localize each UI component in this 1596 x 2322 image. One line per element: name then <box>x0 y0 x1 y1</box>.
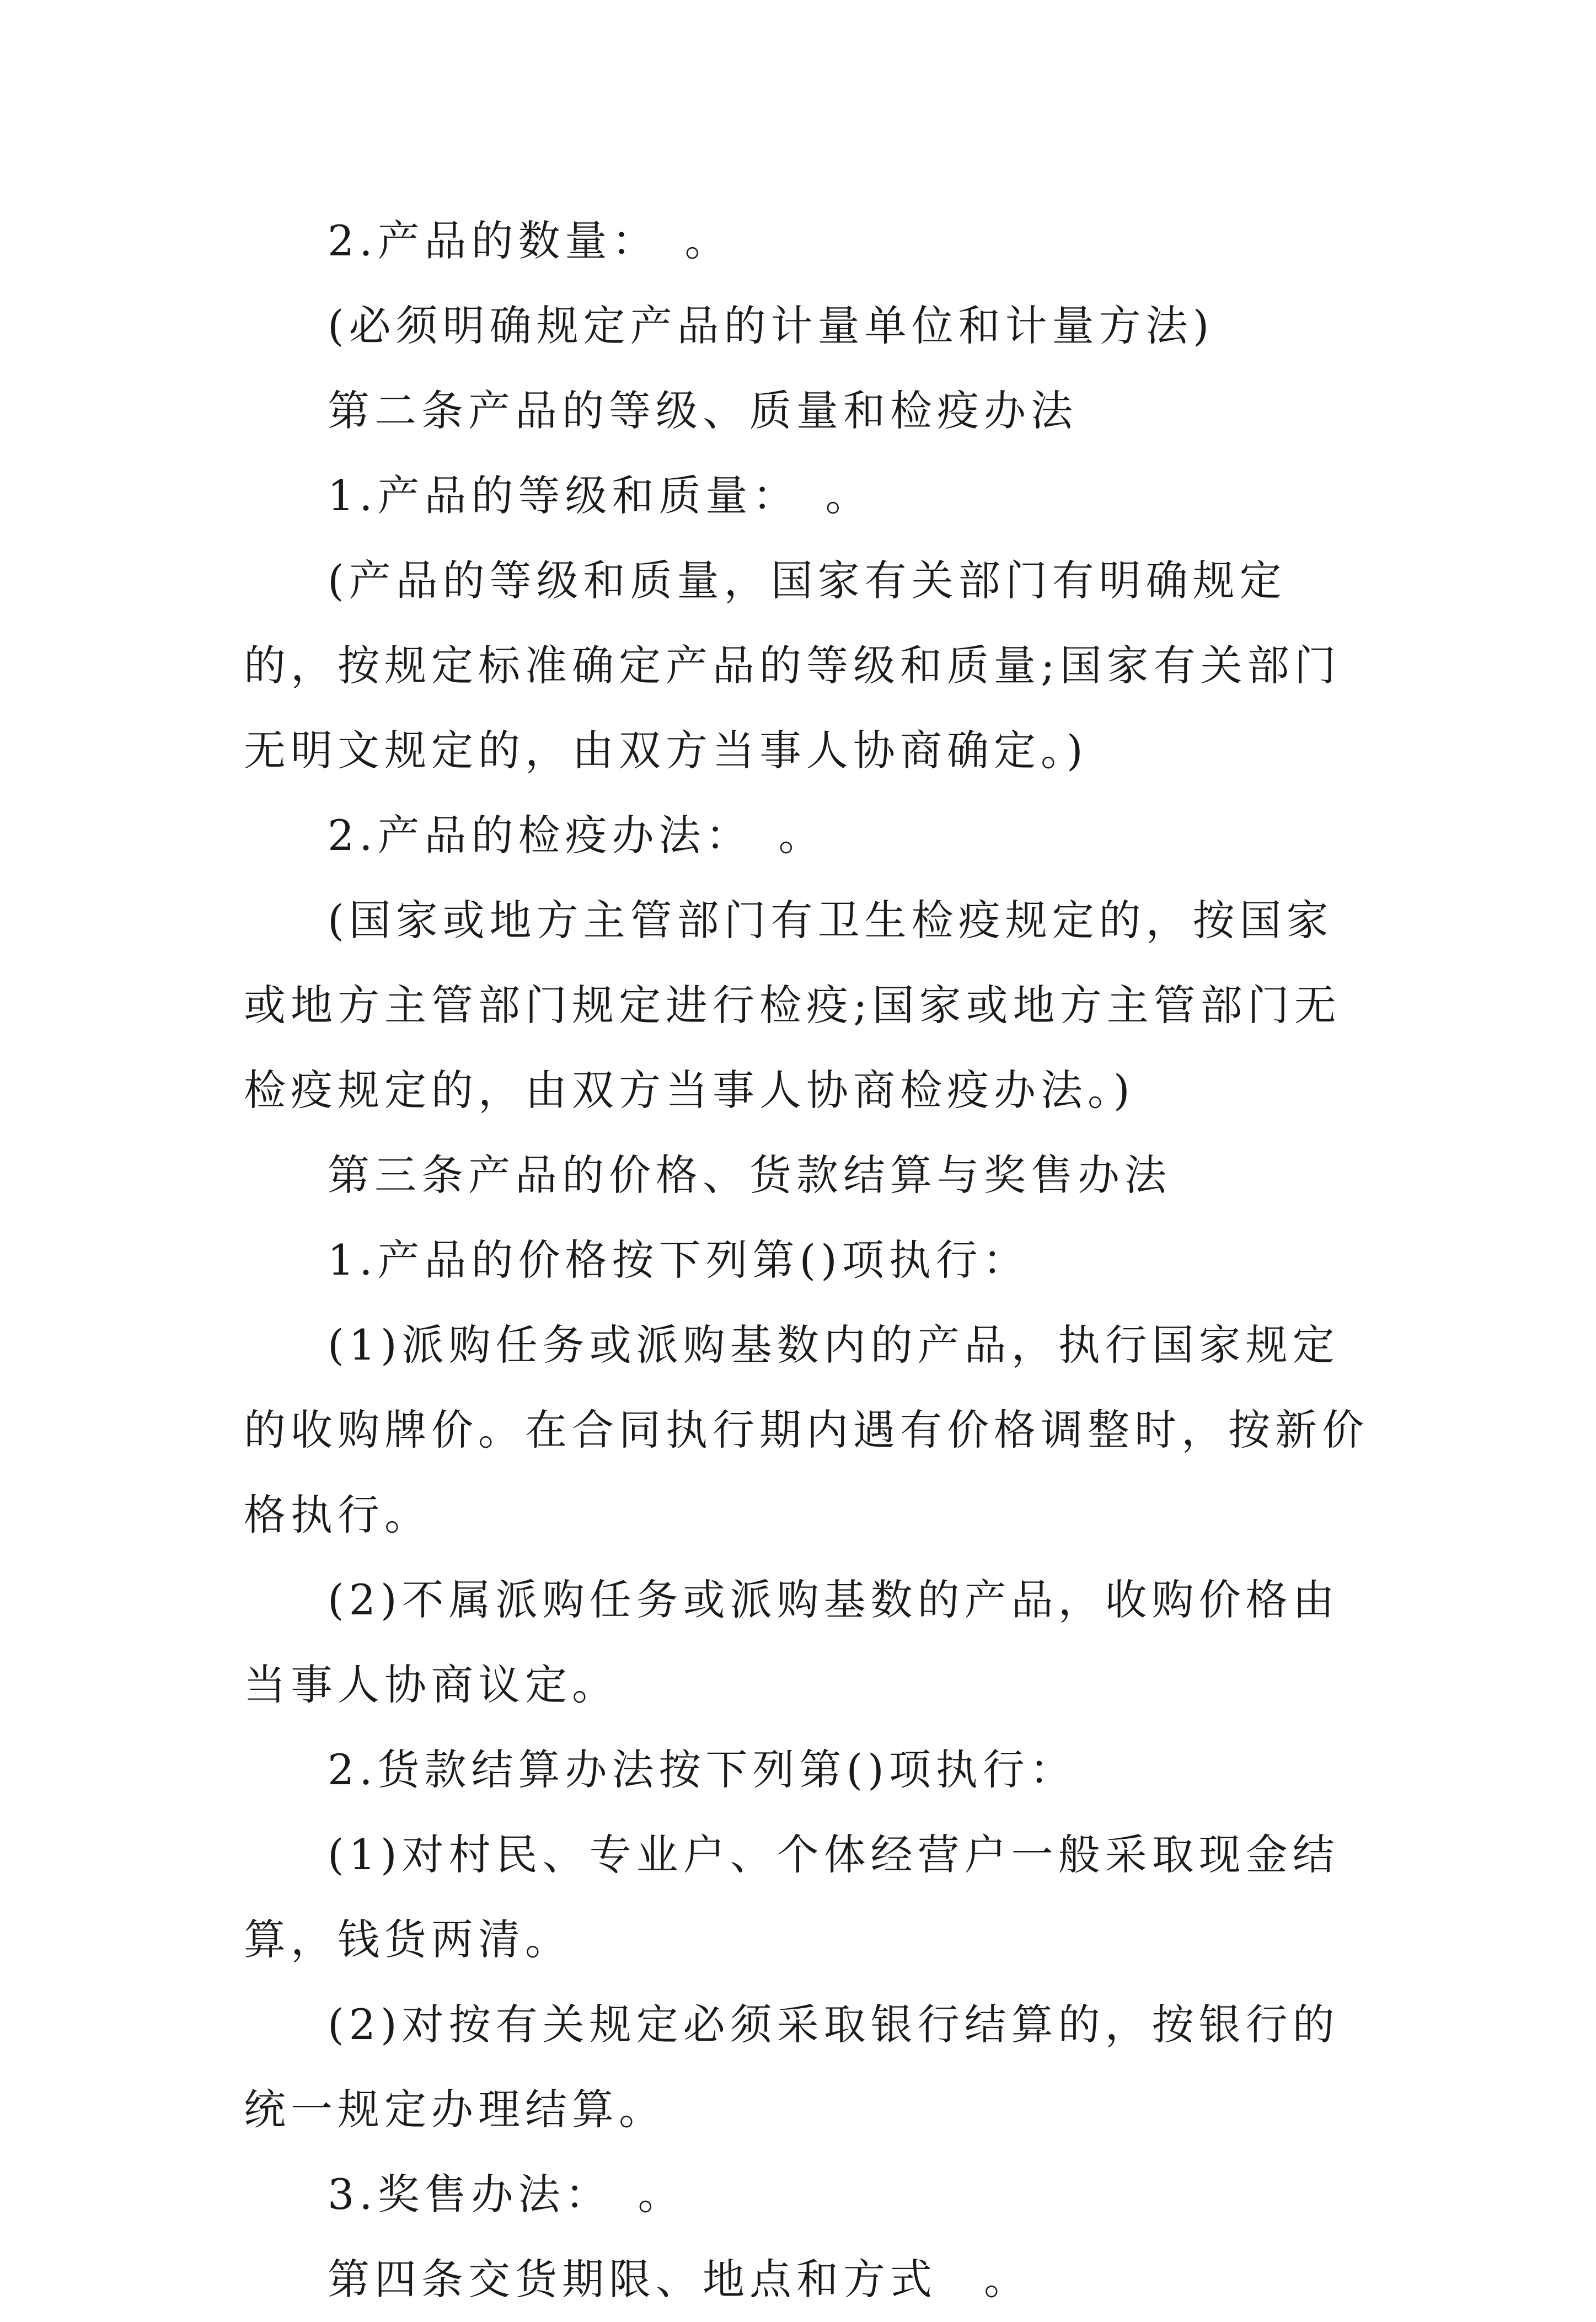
article-3-heading: 第三条产品的价格、货款结算与奖售办法 <box>328 1151 1171 1200</box>
paragraph-quantity: 2.产品的数量： 。 <box>328 216 732 265</box>
paragraph-grade-quality: 1.产品的等级和质量： 。 <box>328 471 872 520</box>
paragraph-quantity-note: (必须明确规定产品的计量单位和计量方法) <box>328 301 1214 350</box>
paragraph-price: 1.产品的价格按下列第()项执行： <box>328 1235 1030 1285</box>
paragraph-incentive: 3.奖售办法： 。 <box>328 2170 685 2219</box>
document-body <box>244 199 1370 2322</box>
paragraph-settlement: 2.货款结算办法按下列第()项执行： <box>328 1745 1077 1794</box>
paragraph-settlement-option-2: (2)对按有关规定必须采取银行结算的，按银行的统一规定办理结算。 <box>244 2000 1340 2134</box>
paragraph-settlement-option-1: (1)对村民、专业户、个体经营户一般采取现金结算，钱货两清。 <box>244 1830 1340 1964</box>
paragraph-price-option-2: (2)不属派购任务或派购基数的产品，收购价格由当事人协商议定。 <box>244 1575 1340 1709</box>
paragraph-quarantine-note: (国家或地方主管部门有卫生检疫规定的，按国家或地方主管部门规定进行检疫;国家或地方主管部门无检疫规定的，由双方当事人协商检疫办法。) <box>244 896 1341 1115</box>
article-4-heading: 第四条交货期限、地点和方式 。 <box>328 2255 1031 2304</box>
paragraph-price-option-1: (1)派购任务或派购基数内的产品，执行国家规定的收购牌价。在合同执行期内遇有价格调整时，按新价格执行。 <box>244 1320 1369 1539</box>
paragraph-quarantine: 2.产品的检疫办法： 。 <box>328 811 826 860</box>
article-2-heading: 第二条产品的等级、质量和检疫办法 <box>328 386 1078 435</box>
paragraph-grade-quality-note: (产品的等级和质量，国家有关部门有明确规定的，按规定标准确定产品的等级和质量;国家有关部门无明文规定的，由双方当事人协商确定。) <box>244 556 1341 775</box>
